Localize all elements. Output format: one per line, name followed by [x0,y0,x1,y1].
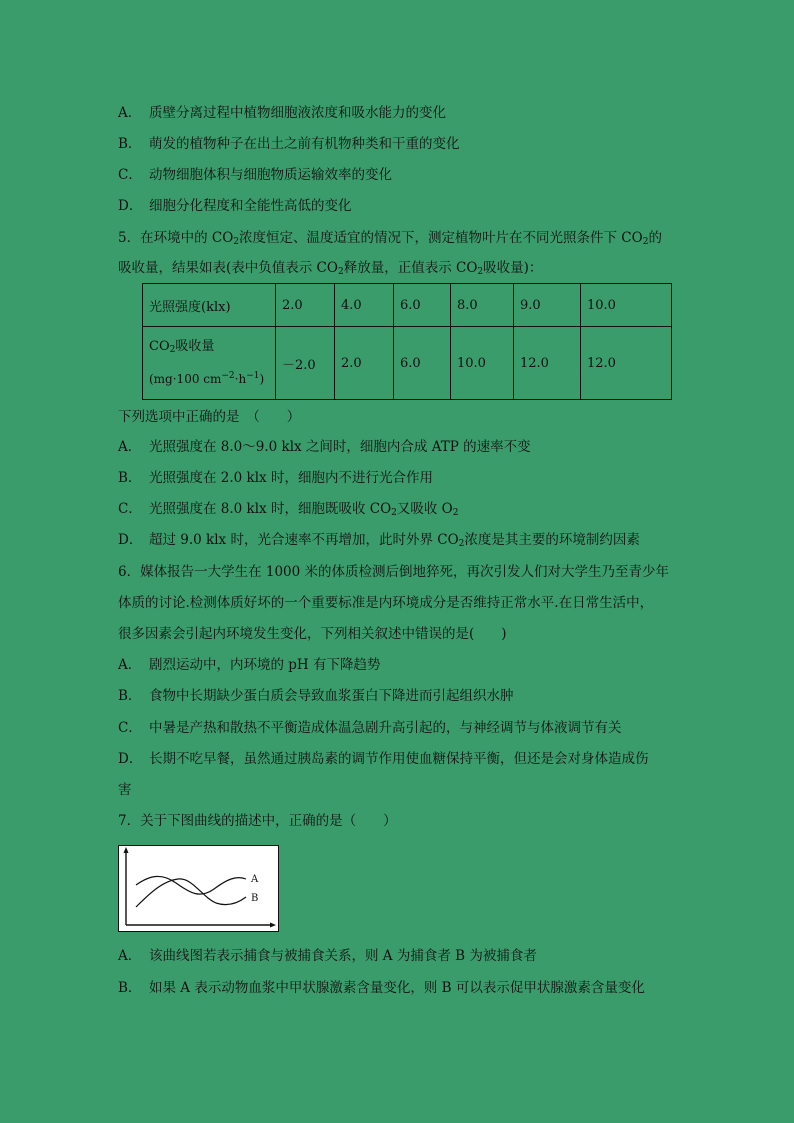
table-cell: 9.0 [514,284,581,327]
q6-option-a: A． 剧烈运动中，内环境的 pH 有下降趋势 [118,657,381,673]
table-cell: 12.0 [581,327,672,400]
q6-option-d: D． 长期不吃早餐，虽然通过胰岛素的调节作用使血糖保持平衡，但还是会对身体造成伤 [118,751,649,767]
option-letter: B． [118,136,142,152]
option-b-row [118,134,460,154]
q7-stem: 7．关于下图曲线的描述中，正确的是（ ） [118,813,397,829]
table-cell: 12.0 [514,327,581,400]
row-header-light: 光照强度(klx) [143,284,276,327]
q6-option-d-continued: 害 [118,782,132,798]
option-d-row [118,196,352,216]
table-cell: 10.0 [451,327,514,400]
option-letter: A． [118,105,142,121]
q5-stem-line1: 5．在环境中的 $CO_2$浓度恒定、温度适宜的情况下，测定植物叶片在不同光照条件下 $CO_2$的 [118,230,662,247]
option-text: 萌发的植物种子在出土之前有机物种类和干重的变化 [149,136,460,152]
q5-option-b: B． 光照强度在 2.0 klx 时，细胞内不进行光合作用 [118,470,433,486]
table-row [143,327,672,400]
table-row [143,284,672,327]
table-cell: 2.0 [276,284,335,327]
q7-option-a: A． 该曲线图若表示捕食与被捕食关系，则 A 为捕食者 B 为被捕食者 [118,948,537,964]
q6-option-c: C． 中暑是产热和散热不平衡造成体温急剧升高引起的，与神经调节与体液调节有关 [118,720,622,736]
table-cell: 6.0 [394,327,451,400]
option-letter: D． [118,198,143,214]
q6-option-b: B． 食物中长期缺少蛋白质会导致血浆蛋白下降进而引起组织水肿 [118,688,514,704]
curve-graph [118,845,280,937]
q5-option-c: C． 光照强度在 8.0 klx 时，细胞既吸收 $CO_2$又吸收 $O_2$ [118,501,459,518]
curve-a-label: A [251,874,259,885]
q7-option-b: B． 如果 A 表示动物血浆中甲状腺激素含量变化，则 B 可以表示促甲状腺激素含量变化 [118,980,645,996]
graph-frame [119,846,279,932]
option-text: 动物细胞体积与细胞物质运输效率的变化 [149,167,392,183]
q5-option-a: A． 光照强度在 8.0～9.0 klx 之间时，细胞内合成 ATP 的速率不变 [118,439,531,455]
table-cell: －2.0 [276,327,335,400]
table-cell: 4.0 [335,284,394,327]
table-cell: 2.0 [335,327,394,400]
curve-graph-svg [118,845,280,933]
q5-stem-line2: 吸收量，结果如表(表中负值表示 $CO_2$释放量，正值表示 $CO_2$吸收量)： [118,260,543,277]
option-a-row [118,103,446,123]
q5-option-d: D． 超过 9.0 klx 时，光合速率不再增加，此时外界 $CO_2$浓度是其主要的环境制约因素 [118,532,640,549]
option-c-row [118,165,392,185]
q6-stem-line1: 6．媒体报告一大学生在 1000 米的体质检测后倒地猝死，再次引发人们对大学生乃至青少年 [118,564,670,580]
option-text: 细胞分化程度和全能性高低的变化 [149,198,352,214]
table-cell: 6.0 [394,284,451,327]
light-co2-table [142,283,672,400]
row-header-co2: $CO_2$吸收量 (mg·100 $cm^{-2}\cdot h^{-1}$) [143,327,276,400]
q5-prompt: 下列选项中正确的是 （ ） [118,409,301,425]
option-letter: C． [118,167,142,183]
curve-b-label: B [251,893,259,904]
q6-stem-line2: 体质的讨论.检测体质好坏的一个重要标准是内环境成分是否维持正常水平.在日常生活中， [118,595,654,611]
option-text: 质壁分离过程中植物细胞液浓度和吸水能力的变化 [149,105,446,121]
table-cell: 8.0 [451,284,514,327]
table-cell: 10.0 [581,284,672,327]
q6-stem-line3: 很多因素会引起内环境发生变化，下列相关叙述中错误的是( ) [118,626,507,642]
